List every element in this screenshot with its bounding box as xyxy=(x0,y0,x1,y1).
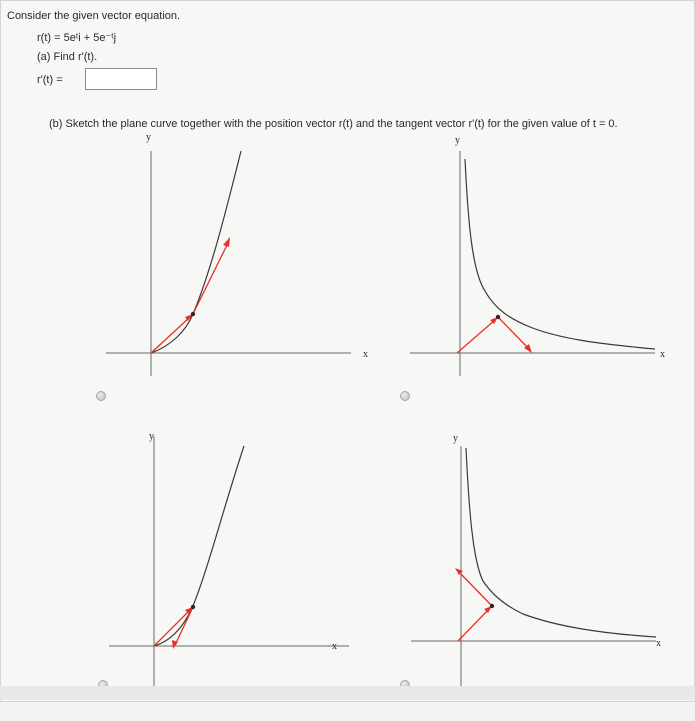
point xyxy=(496,315,500,319)
plot-4-svg xyxy=(411,426,695,716)
option-radio-2[interactable] xyxy=(400,391,410,401)
y-axis-label: y xyxy=(453,433,458,444)
plot-1-svg xyxy=(101,131,411,421)
bottom-edge xyxy=(0,686,695,700)
point xyxy=(490,604,494,608)
curve xyxy=(466,448,656,637)
tangent-vector-head xyxy=(223,237,230,247)
point xyxy=(191,605,195,609)
position-vector xyxy=(151,318,189,353)
option-radio-1[interactable] xyxy=(96,391,106,401)
curve xyxy=(154,446,244,646)
option-plot-4 xyxy=(411,426,695,716)
question-intro: Consider the given vector equation. xyxy=(7,10,181,22)
position-vector xyxy=(458,609,489,641)
y-axis-label: y xyxy=(146,132,151,143)
vector-equation: r(t) = 5eᵗi + 5e⁻ᵗj xyxy=(37,32,117,44)
y-axis-label: y xyxy=(455,135,460,146)
option-plot-2 xyxy=(410,131,695,421)
point xyxy=(191,312,195,316)
curve xyxy=(151,151,241,353)
answer-input[interactable] xyxy=(85,68,157,90)
y-axis-label: y xyxy=(149,431,154,442)
plot-2-svg xyxy=(410,131,695,421)
x-axis-label: x xyxy=(656,638,661,649)
part-b-label: (b) Sketch the plane curve together with the position vector r(t) and the tangent vector r'(t) for the given value of t = 0. xyxy=(49,118,618,130)
tangent-vector xyxy=(175,607,193,645)
tangent-vector xyxy=(498,317,528,348)
tangent-vector-head xyxy=(455,568,463,575)
position-vector xyxy=(457,320,495,353)
tangent-vector xyxy=(458,571,492,606)
x-axis-label: x xyxy=(660,349,665,360)
position-vector xyxy=(154,610,190,646)
x-axis-label: x xyxy=(332,641,337,652)
answer-prefix: r'(t) = xyxy=(37,74,63,86)
plot-3-svg xyxy=(104,426,414,716)
tangent-vector xyxy=(193,243,228,314)
option-plot-1 xyxy=(101,131,411,421)
x-axis-label: x xyxy=(363,349,368,360)
option-plot-3 xyxy=(104,426,414,716)
part-a-label: (a) Find r'(t). xyxy=(37,51,98,63)
